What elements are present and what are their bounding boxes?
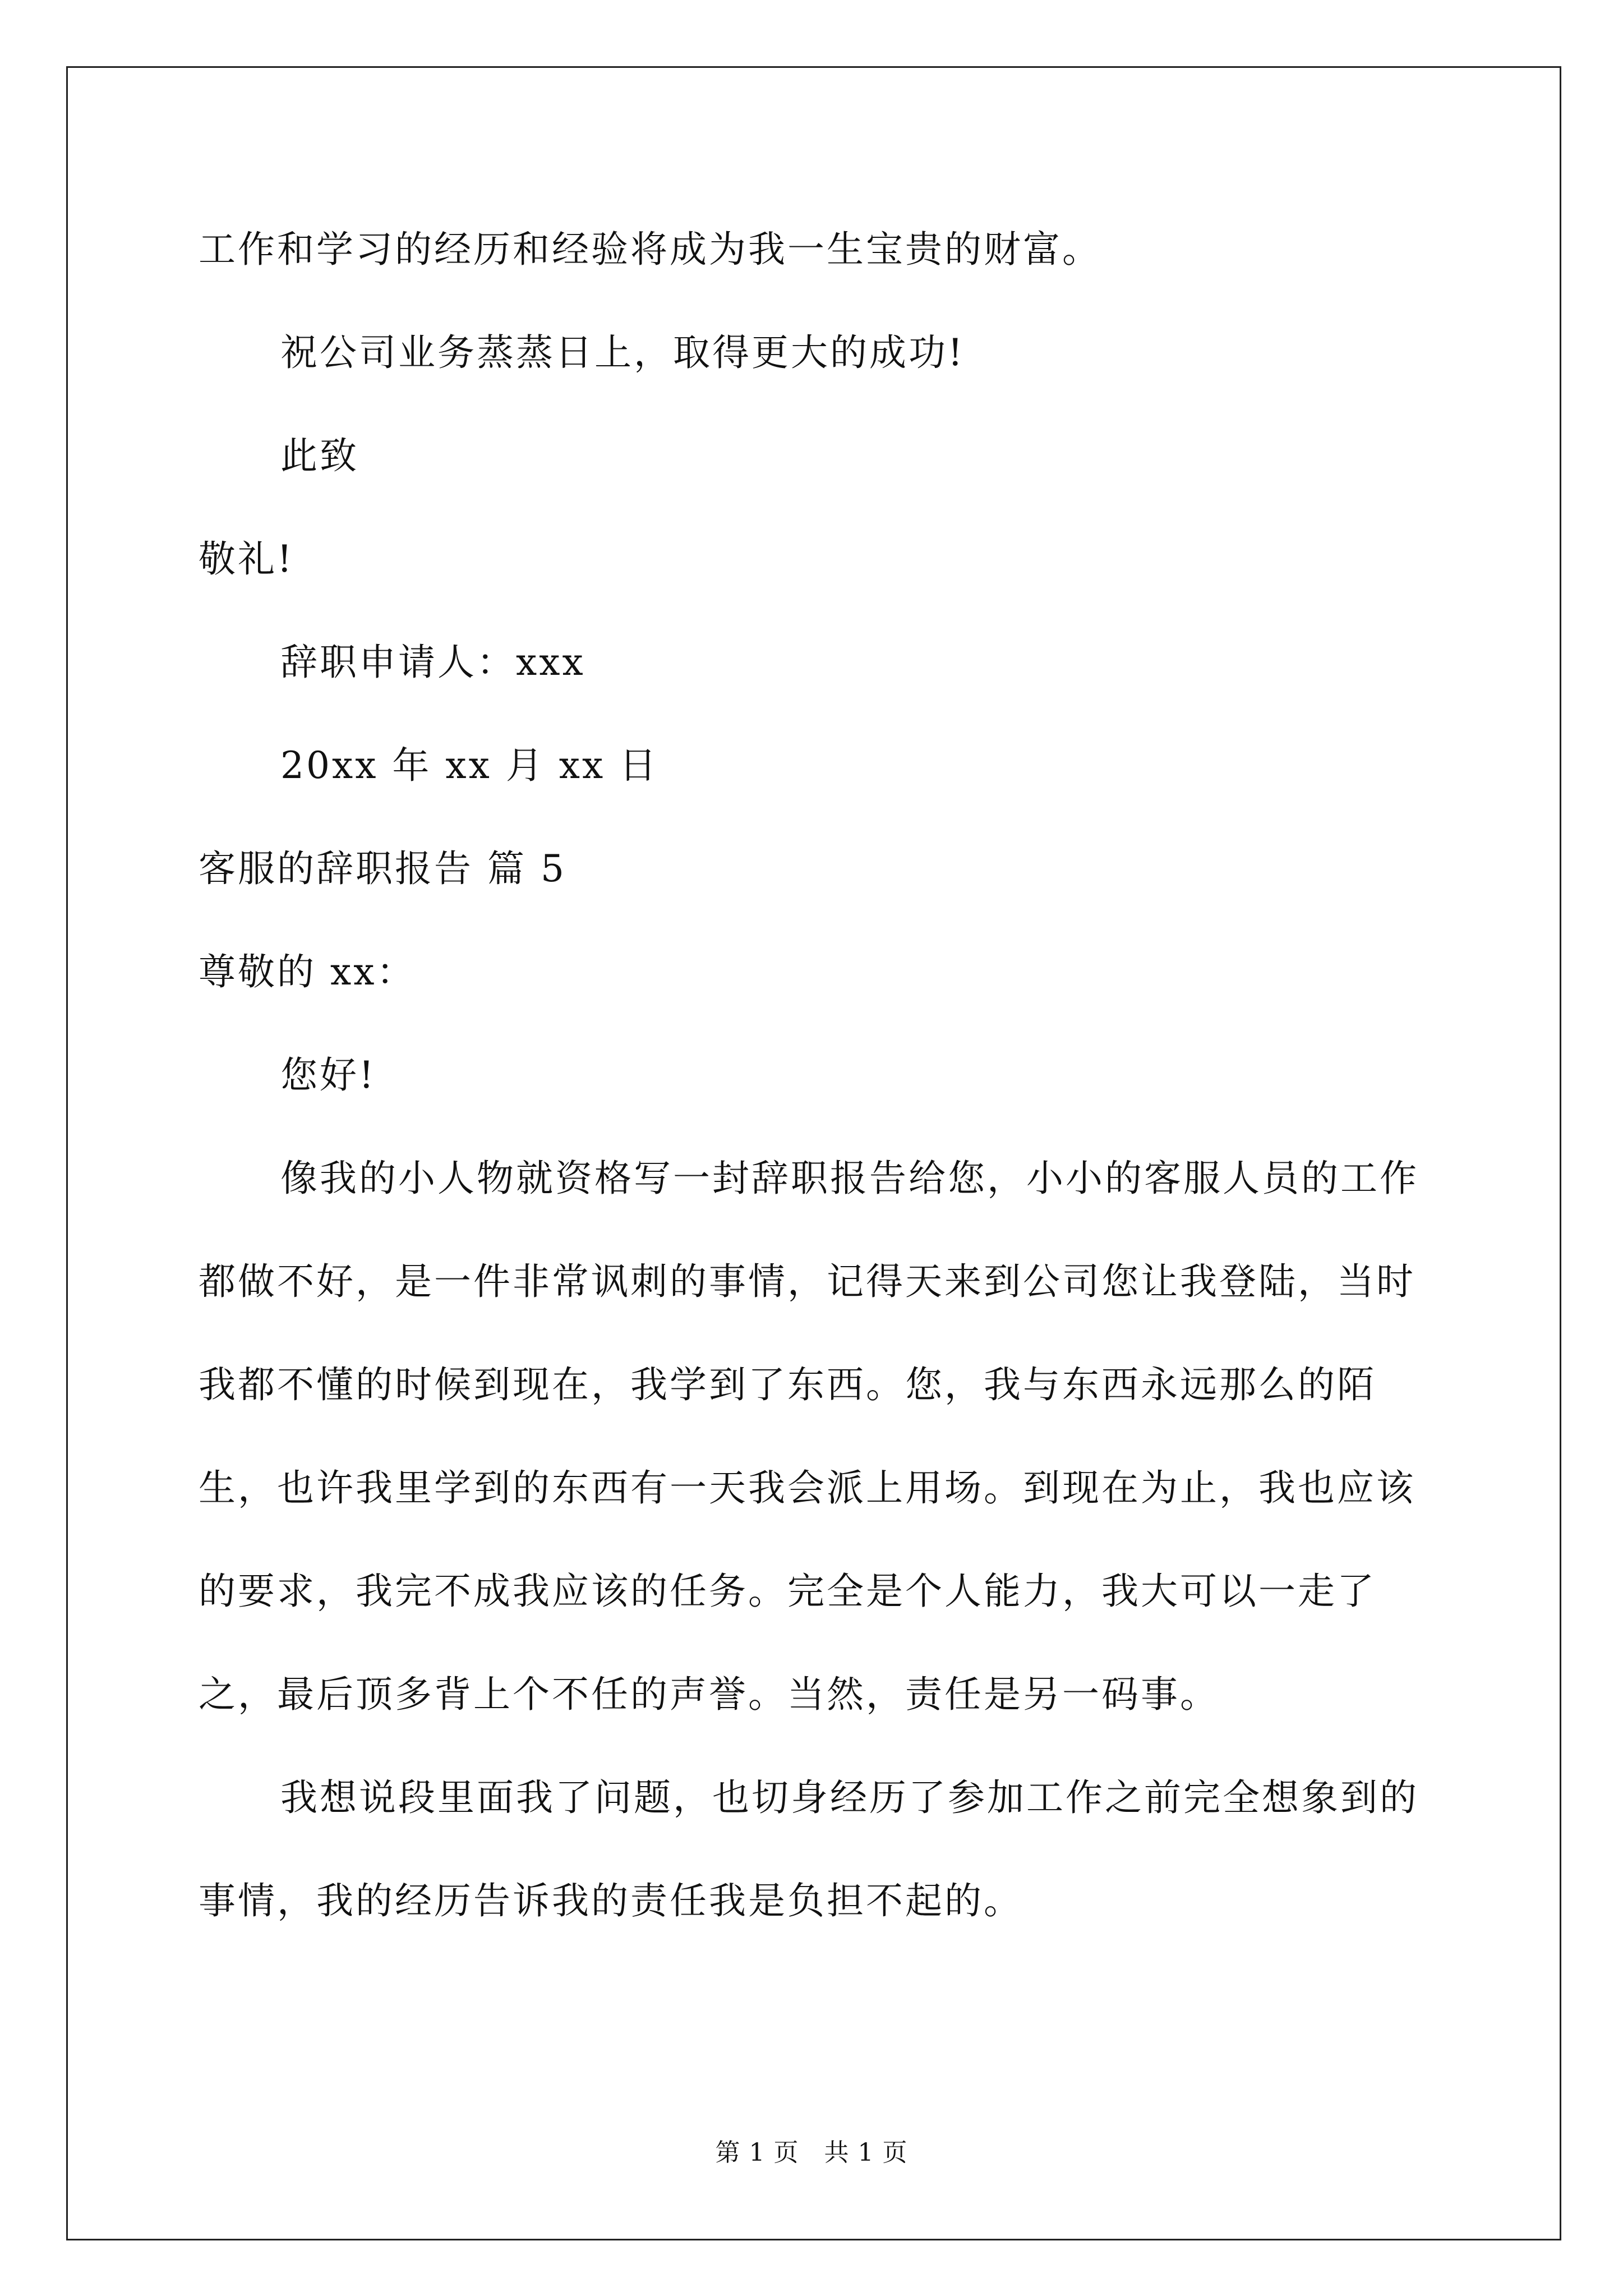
paragraph-cizhi: 此致: [280, 434, 359, 477]
salutation: 尊敬的 xx：: [199, 950, 416, 993]
page-footer: 第 1 页 共 1 页: [715, 2138, 908, 2167]
paragraph-jingli: 敬礼!: [199, 537, 294, 581]
paragraph-closing-line: 工作和学习的经历和经验将成为我一生宝贵的财富。: [199, 228, 1101, 271]
greeting: 您好!: [280, 1053, 376, 1097]
paragraph-date: 20xx 年 xx 月 xx 日: [280, 744, 659, 787]
section-heading: 客服的辞职报告 篇 5: [199, 847, 566, 890]
paragraph-body-1: 像我的小人物就资格写一封辞职报告给您，小小的客服人员的工作都做不好，是一件非常讽刺的事情，记得天来到公司您让我登陆，当时我都不懂的时候到现在，我学到了东西。您，我与东西永远那么的陌生，也许我里学到的东西有一天我会派上用场。到现在为止，我也应该的要求，我完不成我应该的任务。完全是个人能力，我大可以一走了之，最后顶多背上个不任的声誉。当然，责任是另一码事。: [199, 1157, 1419, 1716]
document-body: [199, 198, 1432, 1953]
paragraph-body-2: 我想说段里面我了问题，也切身经历了参加工作之前完全想象到的事情，我的经历告诉我的责任我是负担不起的。: [199, 1776, 1419, 1922]
paragraph-wish: 祝公司业务蒸蒸日上，取得更大的成功!: [280, 331, 965, 374]
paragraph-applicant: 辞职申请人：xxx: [280, 641, 585, 684]
